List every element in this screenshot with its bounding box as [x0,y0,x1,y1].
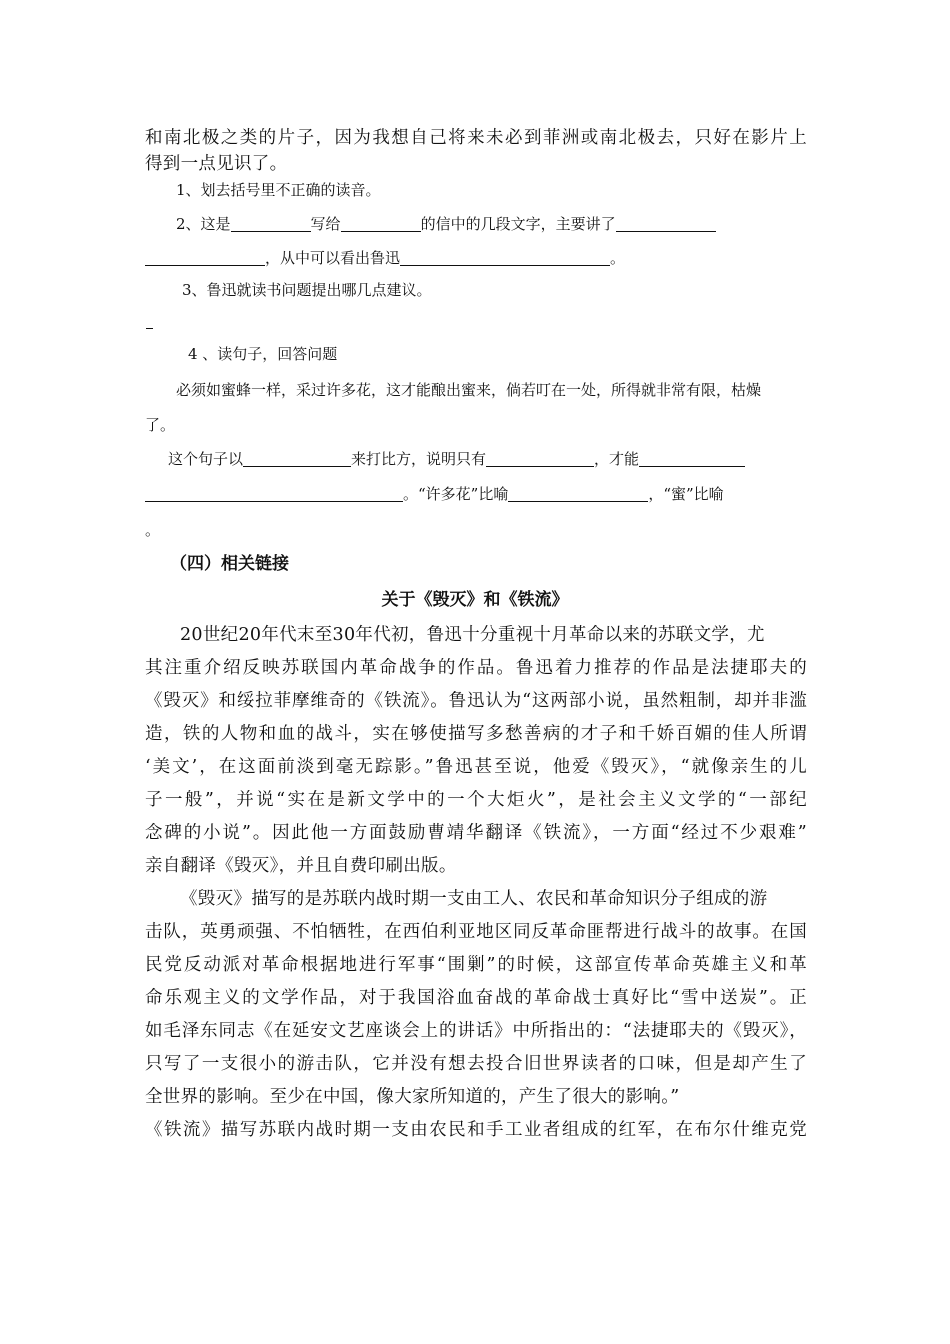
answer-blank[interactable] [231,215,311,232]
answer-blank[interactable] [243,450,351,467]
q4-text-d: 。“许多花”比喻 [403,485,509,503]
article-line: ‘美文’，在这面前淡到毫无踪影。”鲁迅甚至说，他爱《毁灭》，“就像亲生的儿 [145,757,807,777]
article-line: 20世纪20年代末至30年代初，鲁迅十分重视十月革命以来的苏联文学，尤 [180,625,765,645]
article-line: 《毁灭》描写的是苏联内战时期一支由工人、农民和革命知识分子组成的游 [180,889,768,909]
question-4-quote: 必须如蜜蜂一样，采过许多花，这才能酿出蜜来，倘若叮在一处，所得就非常有限，枯燥 [176,381,762,399]
article-line: 念碑的小说”。因此他一方面鼓励曹靖华翻译《铁流》，一方面“经过不少艰难” [145,823,807,843]
q4-text-a: 这个句子以 [168,450,244,468]
answer-dash [146,328,153,329]
article-line: 造，铁的人物和血的战斗，实在够使描写多愁善病的才子和千娇百媚的佳人所谓 [145,724,807,744]
question-2-line-2 [145,246,807,270]
article-line: 《毁灭》和绥拉菲摩维奇的《铁流》。鲁迅认为“这两部小说，虽然粗制，却并非滥 [145,691,807,711]
answer-blank[interactable] [341,215,421,232]
text-line: 和南北极之类的片子，因为我想自己将来未必到菲洲或南北极去，只好在影片上 [145,128,807,148]
text-line: 得到一点见识了。 [145,154,288,174]
question-4-fill-end: 。 [145,521,161,539]
question-3: 3、鲁迅就读书问题提出哪几点建议。 [182,281,432,299]
article-line: 全世界的影响。至少在中国，像大家所知道的，产生了很大的影响。” [145,1087,680,1107]
q2-text-c: 的信中的几段文字，主要讲了 [420,215,616,233]
article-line: 子一般”，并说“实在是新文学中的一个大炬火”，是社会主义文学的“一部纪 [145,790,807,810]
article-line: 其注重介绍反映苏联国内革命战争的作品。鲁迅着力推荐的作品是法捷耶夫的 [145,658,807,678]
q4-text-c: ，才能 [594,450,640,468]
answer-blank[interactable] [145,249,265,266]
article-title: 关于《毁灭》和《铁流》 [381,590,569,610]
article-line: 民党反动派对革命根据地进行军事“围剿”的时候，这部宣传革命英雄主义和革 [145,955,807,975]
question-4-quote: 了。 [145,416,176,434]
article-line: 如毛泽东同志《在延安文艺座谈会上的讲话》中所指出的：“法捷耶夫的《毁灭》， [145,1021,807,1041]
article-line: 《铁流》描写苏联内战时期一支由农民和手工业者组成的红军，在布尔什维克党 [145,1120,807,1140]
article-line: 命乐观主义的文学作品，对于我国浴血奋战的革命战士真好比“雪中送炭”。正 [145,988,807,1008]
q2-text-d: ，从中可以看出鲁迅 [265,249,401,267]
q2-text-e: 。 [610,249,626,267]
q4-text-b: 来打比方，说明只有 [351,450,487,468]
answer-blank[interactable] [486,450,594,467]
answer-blank[interactable] [639,450,745,467]
q2-text-b: 写给 [310,215,341,233]
answer-blank[interactable] [400,249,610,266]
question-2-line-1 [176,212,838,236]
q4-text-e: ，“蜜”比喻 [648,485,724,503]
answer-blank[interactable] [508,485,648,502]
section-heading: （四）相关链接 [170,554,289,574]
article-line: 亲自翻译《毁灭》，并且自费印刷出版。 [145,856,457,876]
question-4-fill-line-2 [145,482,807,506]
answer-blank[interactable] [145,485,403,502]
article-line: 只写了一支很小的游击队，它并没有想去投合旧世界读者的口味，但是却产生了 [145,1054,807,1074]
article-line: 击队，英勇顽强、不怕牺牲，在西伯利亚地区同反革命匪帮进行战斗的故事。在国 [145,922,807,942]
q2-text-a: 2、这是 [176,215,231,233]
question-4: 4 、读句子，回答问题 [188,345,338,363]
question-4-fill-line-1 [168,447,830,471]
question-1: 1、划去括号里不正确的读音。 [176,181,381,199]
answer-blank[interactable] [616,215,716,232]
